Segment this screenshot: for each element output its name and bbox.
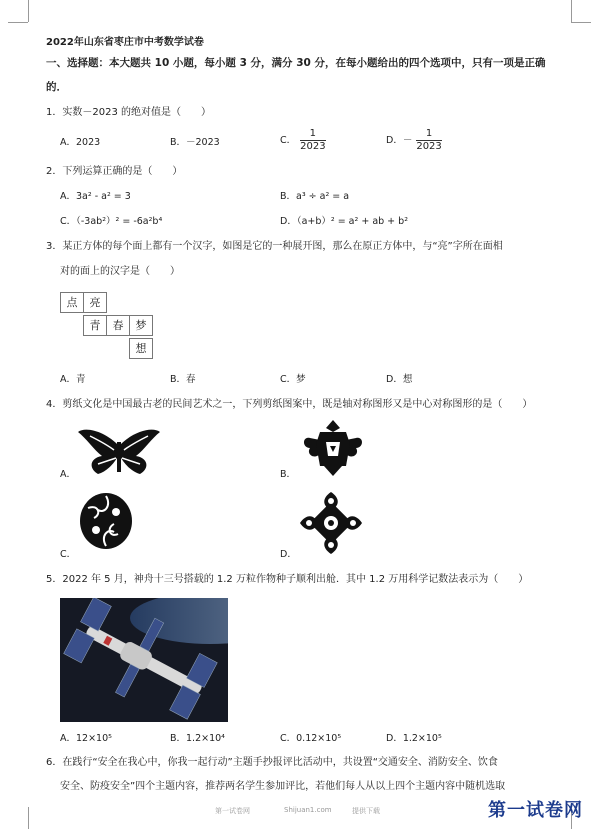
q1-stem: 1．实数－2023 的绝对值是（ ） — [46, 107, 211, 118]
q1-option-d-prefix: D．－ — [386, 135, 413, 146]
q2-option-b: B．a³ ÷ a² = a — [280, 191, 350, 202]
q1-option-c-fraction — [300, 128, 325, 153]
q3-option-d: D．想 — [386, 374, 413, 385]
cube-net-face-4: 春 — [106, 315, 130, 336]
ornament-papercut-image-d — [298, 490, 364, 556]
q1-option-d — [386, 128, 442, 153]
crop-mark-top-left-h — [8, 22, 28, 23]
q1-option-a: A．2023 — [60, 137, 101, 148]
crop-mark-bottom-left-v — [28, 807, 29, 829]
q3-stem-line1: 3．某正方体的每个面上都有一个汉字，如图是它的一种展开图，那么在原正方体中，与“亮”字所在面相 — [46, 241, 503, 252]
q2-option-d: D．（a+b）² = a² + ab + b² — [280, 216, 409, 227]
q3-stem-line2: 对的面上的汉字是（ ） — [60, 266, 180, 277]
q2-option-a: A．3a² - a² = 3 — [60, 191, 131, 202]
q3-option-b: B．春 — [170, 374, 196, 385]
q4-option-c: C． — [60, 549, 77, 560]
crop-mark-top-right-h — [571, 22, 591, 23]
space-station-illustration — [60, 598, 228, 722]
q4-stem: 4．剪纸文化是中国最古老的民间艺术之一，下列剪纸图案中，既是轴对称图形又是中心对称图形的是（ ） — [46, 399, 533, 410]
flower-papercut-image — [76, 490, 136, 552]
q1-d-numerator: 1 — [416, 128, 441, 141]
q5-option-a: A．12×10⁵ — [60, 733, 112, 744]
q5-stem: 5．2022 年 5 月，神舟十三号搭载的 1.2 万粒作物种子顺利出舱．其中 1.2 万用科学记数法表示为（ ） — [46, 574, 529, 585]
q3-option-a: A．青 — [60, 374, 86, 385]
q6-stem-line2: 安全、防疫安全”四个主题内容，推荐两名学生参加评比，若他们每人从以上四个主题内容中随机选取 — [60, 781, 506, 792]
q1-option-d-fraction — [416, 128, 441, 153]
q1-option-b: B．－2023 — [170, 137, 220, 148]
cube-net-face-1: 点 — [60, 292, 84, 313]
q3-option-c: C．梦 — [280, 374, 306, 385]
space-station-photo — [60, 598, 228, 722]
q2-stem: 2．下列运算正确的是（ ） — [46, 166, 183, 177]
q5-option-b: B．1.2×10⁴ — [170, 733, 225, 744]
footer-site-url[interactable]: Shijuan1.com — [284, 806, 332, 814]
section-heading-line2: 的． — [46, 81, 67, 93]
q1-option-c — [280, 128, 326, 153]
section-heading — [46, 54, 545, 96]
q4-option-d: D． — [280, 549, 297, 560]
q4-option-b: B． — [280, 469, 297, 480]
site-logo[interactable]: 第一试卷网 — [488, 800, 583, 821]
cube-net-face-3: 青 — [83, 315, 107, 336]
butterfly-papercut-image — [76, 428, 162, 478]
page-title: 2022年山东省枣庄市中考数学试卷 — [46, 37, 204, 48]
crop-mark-top-left-v — [28, 0, 29, 22]
q2-option-c: C．（-3ab²）² = -6a²b⁴ — [60, 216, 163, 227]
q1-option-c-prefix: C． — [280, 135, 297, 146]
q4-option-a: A． — [60, 469, 76, 480]
q1-c-denominator: 2023 — [300, 141, 326, 152]
footer-download-text: 提供下载 — [352, 807, 380, 815]
section-heading-line1: 一、选择题：本大题共 10 小题，每小题 3 分，满分 30 分，在每小题给出的四个选项中，只有一项是正确 — [46, 57, 546, 69]
q5-option-c: C．0.12×10⁵ — [280, 733, 342, 744]
q5-option-d: D．1.2×10⁵ — [386, 733, 442, 744]
cube-net-face-2: 亮 — [83, 292, 107, 313]
cube-net-face-6: 想 — [129, 338, 153, 359]
q1-d-denominator: 2023 — [416, 141, 442, 152]
ornament-papercut-image-b — [300, 418, 366, 480]
cube-net-face-5: 梦 — [129, 315, 153, 336]
q6-stem-line1: 6．在践行“安全在我心中，你我一起行动”主题手抄报评比活动中，共设置“交通安全、消防安全、饮食 — [46, 757, 498, 768]
q1-c-numerator: 1 — [300, 128, 325, 141]
crop-mark-top-right-v — [571, 0, 572, 22]
footer-site-name: 第一试卷网 — [215, 807, 250, 815]
